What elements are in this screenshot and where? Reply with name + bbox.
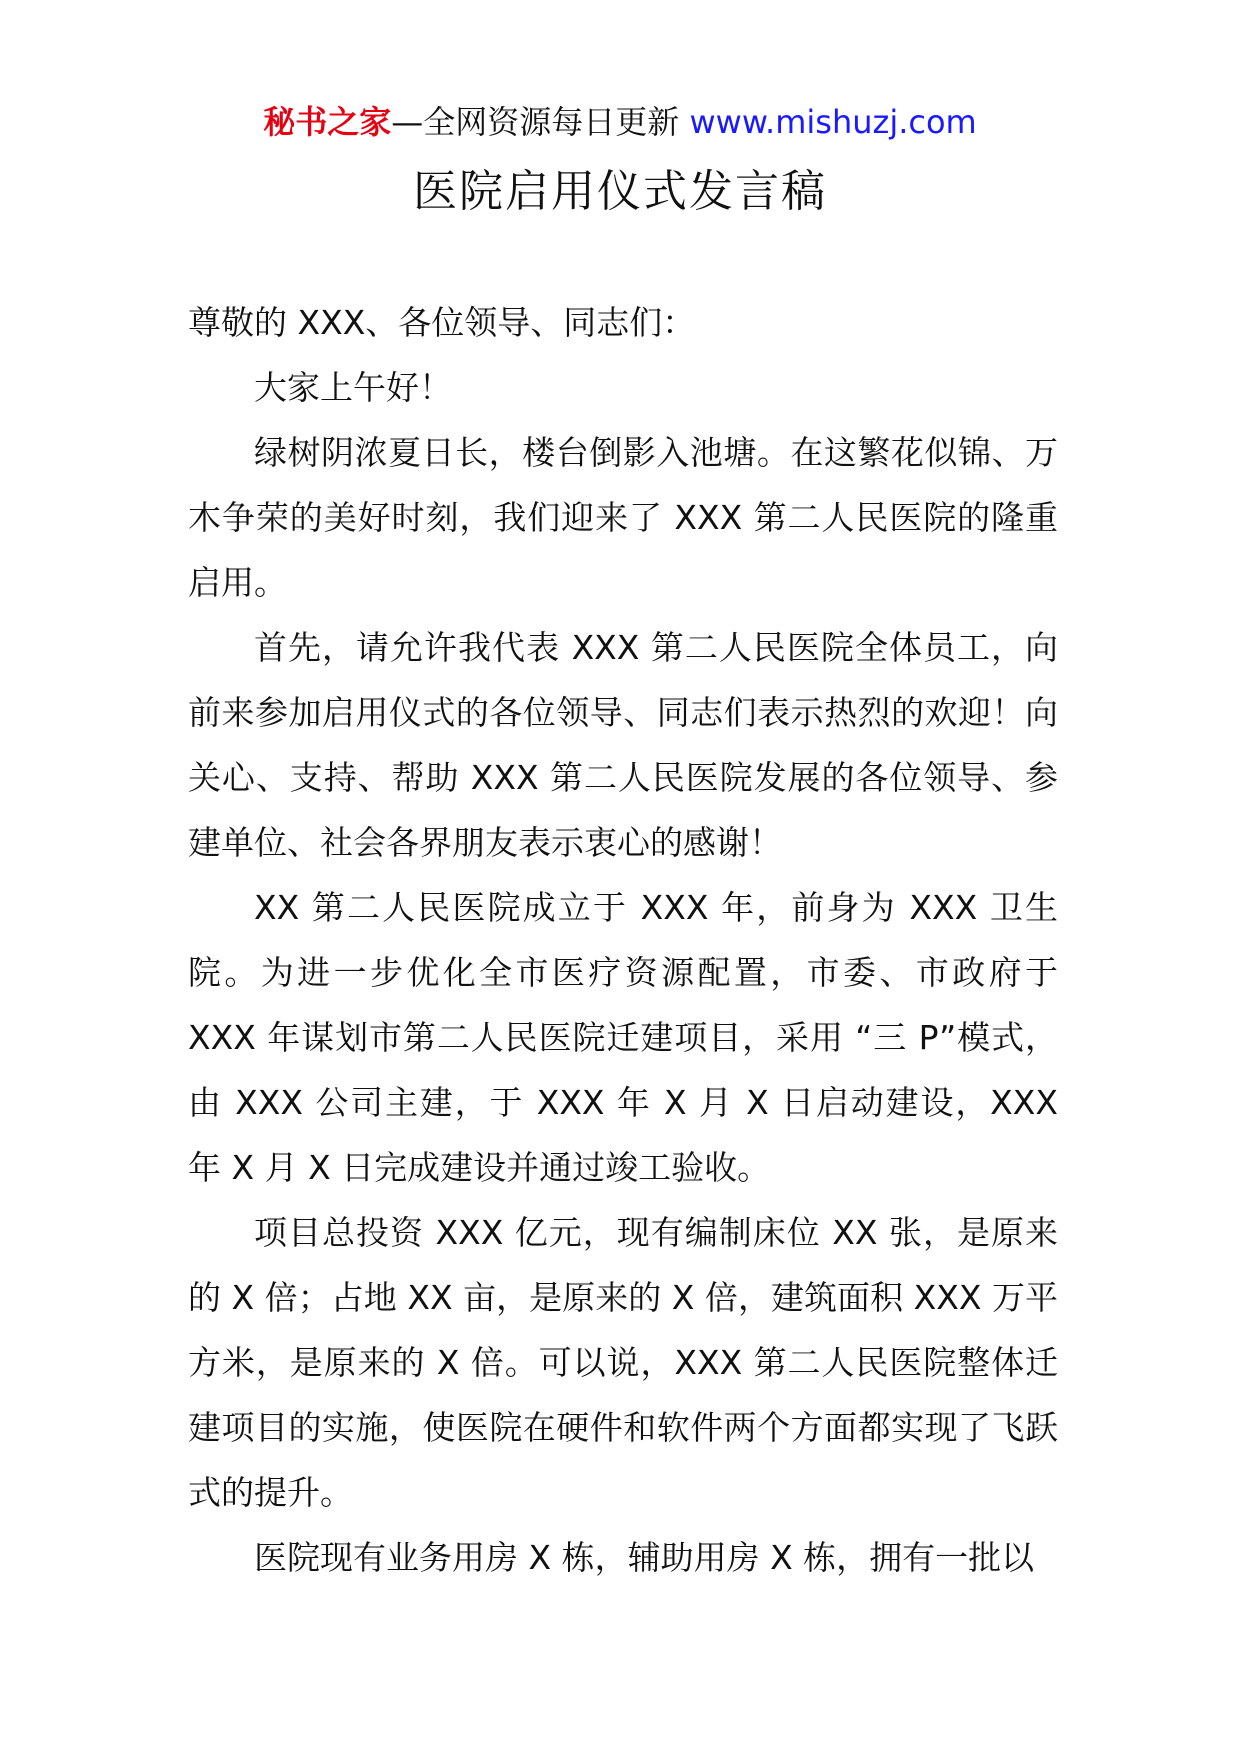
paragraph-opening: 绿树阴浓夏日长，楼台倒影入池塘。在这繁花似锦、万木争荣的美好时刻，我们迎来了 XXX 第二人民医院的隆重启用。: [188, 433, 1058, 602]
site-header: [0, 100, 1240, 144]
greeting: 大家上午好！: [254, 368, 452, 407]
salutation: 尊敬的 XXX、各位领导、同志们：: [188, 303, 696, 342]
brand-name: 秘书之家: [263, 103, 392, 141]
paragraph-thanks: 首先，请允许我代表 XXX 第二人民医院全体员工，向前来参加启用仪式的各位领导、同志们表示热烈的欢迎！向关心、支持、帮助 XXX 第二人民医院发展的各位领导、参建单位、社会各界朋友表示衷心的感谢！: [188, 628, 1058, 862]
paragraph-facilities: 医院现有业务用房 X 栋，辅助用房 X 栋，拥有一批以: [254, 1538, 1035, 1577]
header-tagline: —全网资源每日更新: [391, 103, 680, 141]
document-title: 医院启用仪式发言稿: [413, 166, 827, 217]
document-body: [188, 290, 1058, 1590]
paragraph-investment: 项目总投资 XXX 亿元，现有编制床位 XX 张，是原来的 X 倍；占地 XX 亩，是原来的 X 倍，建筑面积 XXX 万平方米，是原来的 X 倍。可以说，XXX 第二人民医院整体迁建项目的实施，使医院在硬件和软件两个方面都实现了飞跃式的提升。: [188, 1213, 1058, 1512]
paragraph-history: XX 第二人民医院成立于 XXX 年，前身为 XXX 卫生院。为进一步优化全市医疗资源配置，市委、市政府于 XXX 年谋划市第二人民医院迁建项目，采用 “三 P”模式，由 XXX 公司主建，于 XXX 年 X 月 X 日启动建设，XXX 年 X 月 X 日完成建设并通过竣工验收。: [188, 888, 1058, 1187]
site-url-link[interactable]: www.mishuzj.com: [689, 103, 977, 141]
